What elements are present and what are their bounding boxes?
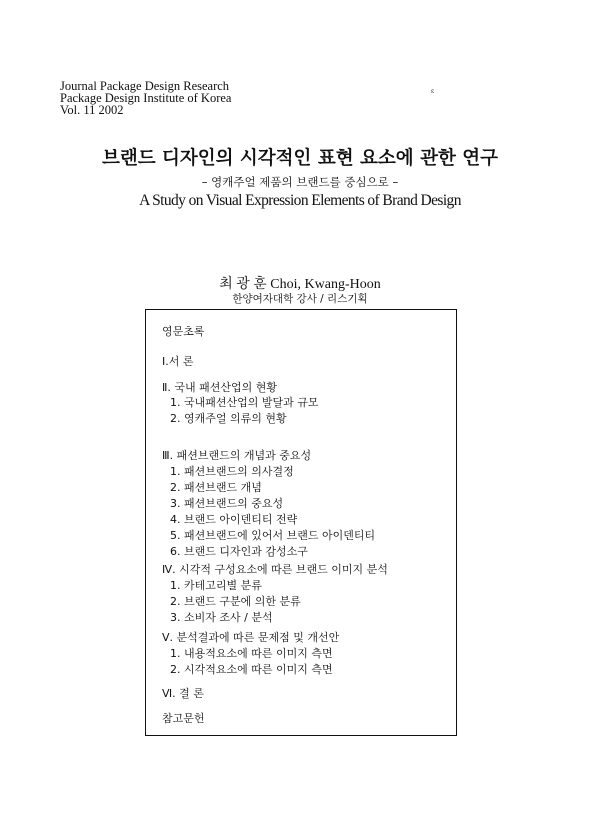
toc-item: 2. 영캐주얼 의류의 현황 bbox=[170, 412, 287, 425]
toc-item: 1. 국내패션산업의 발달과 규모 bbox=[170, 396, 319, 409]
toc-section-1: Ⅰ.서 론 bbox=[162, 355, 194, 368]
author-affiliation: 한양여자대학 강사 / 리스기획 bbox=[232, 293, 368, 305]
paper-title: 브랜드 디자인의 시각적인 표현 요소에 관한 연구 bbox=[101, 148, 499, 169]
table-of-contents bbox=[145, 309, 457, 736]
toc-item: 3. 패션브랜드의 중요성 bbox=[170, 497, 284, 510]
toc-abstract: 영문초록 bbox=[162, 325, 205, 338]
toc-item: 4. 브랜드 아이덴티티 전략 bbox=[170, 513, 298, 526]
toc-item: 2. 시각적요소에 따른 이미지 측면 bbox=[170, 663, 333, 676]
toc-section-3: Ⅲ. 패션브랜드의 개념과 중요성 bbox=[162, 449, 312, 462]
toc-references: 참고문헌 bbox=[162, 712, 205, 725]
toc-item: 3. 소비자 조사 / 분석 bbox=[170, 611, 273, 624]
toc-item: 5. 패션브랜드에 있어서 브랜드 아이덴티티 bbox=[170, 529, 376, 542]
toc-item: 1. 내용적요소에 따른 이미지 측면 bbox=[170, 647, 333, 660]
journal-info bbox=[60, 80, 231, 116]
author-name: 최 광 훈 Choi, Kwang-Hoon bbox=[219, 277, 381, 292]
journal-name: Journal Package Design Research bbox=[60, 79, 230, 93]
toc-item: 2. 패션브랜드 개념 bbox=[170, 481, 262, 494]
volume-year: Vol. 11 2002 bbox=[60, 103, 124, 117]
toc-item: 2. 브랜드 구분에 의한 분류 bbox=[170, 595, 301, 608]
institute-name: Package Design Institute of Korea bbox=[60, 91, 232, 105]
stray-mark: ɛ bbox=[431, 88, 435, 95]
english-title: A Study on Visual Expression Elements of Brand Design bbox=[139, 192, 461, 209]
paper-subtitle: – 영캐주얼 제품의 브랜드를 중심으로 – bbox=[201, 175, 399, 189]
toc-section-4: Ⅳ. 시각적 구성요소에 따른 브랜드 이미지 분석 bbox=[162, 563, 388, 576]
toc-section-2: Ⅱ. 국내 패션산업의 현황 bbox=[162, 381, 278, 394]
toc-item: 1. 카테고리별 분류 bbox=[170, 579, 262, 592]
toc-item: 1. 패션브랜드의 의사결정 bbox=[170, 465, 294, 478]
toc-section-5: Ⅴ. 분석결과에 따른 문제점 및 개선안 bbox=[162, 631, 340, 644]
toc-item: 6. 브랜드 디자인과 감성소구 bbox=[170, 545, 308, 558]
toc-section-6: Ⅵ. 결 론 bbox=[162, 687, 204, 700]
